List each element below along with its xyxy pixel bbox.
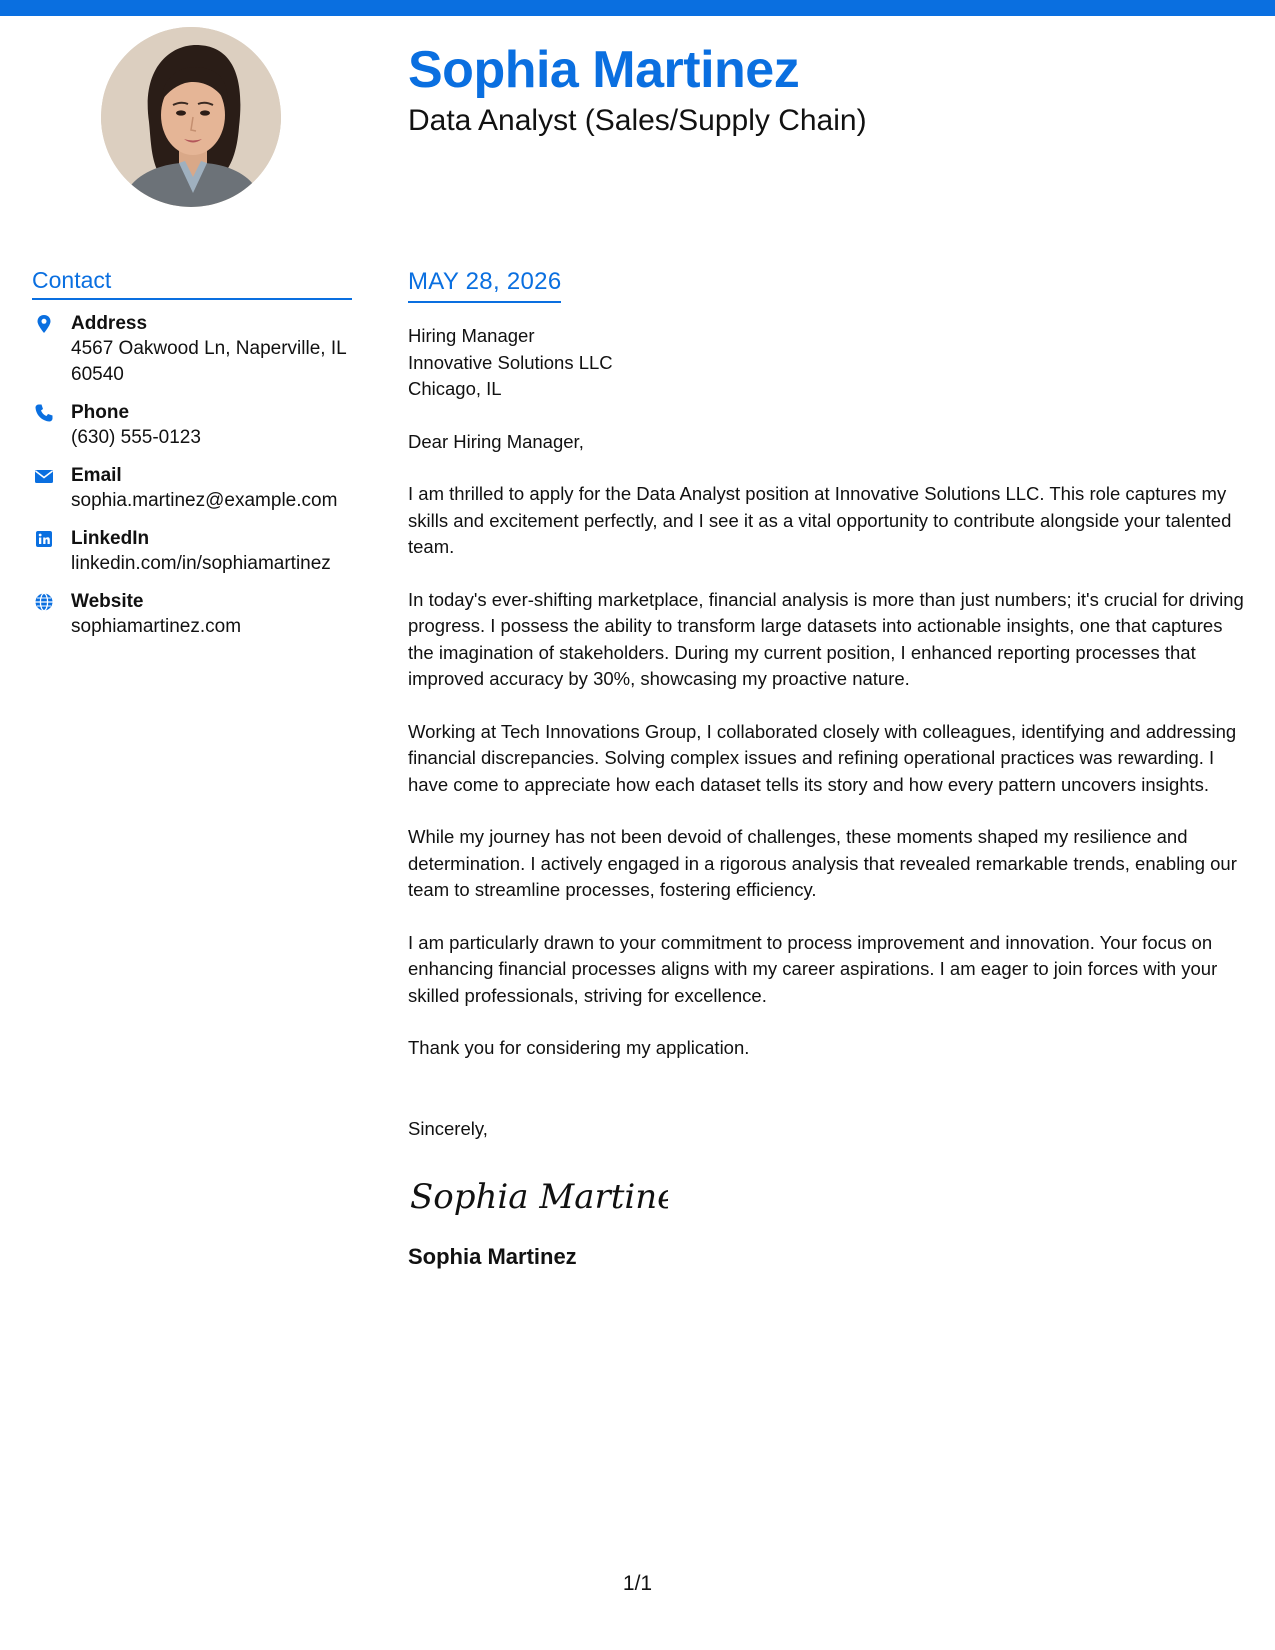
globe-icon: [34, 592, 54, 612]
page-number: 1/1: [622, 1572, 653, 1595]
contact-value: (630) 555-0123: [71, 427, 201, 448]
contact-label: Phone: [71, 402, 130, 423]
salutation: Dear Hiring Manager,: [408, 430, 584, 452]
contact-sidebar: [32, 267, 352, 653]
letter-paragraph: Working at Tech Innovations Group, I collaborated closely with colleagues, identifying and addressing financial discrepancies. Solving complex issues and refining operational practices was rewarding. I have come to appreciate how each dataset tells its story and how every pattern uncovers insights.: [408, 720, 1237, 795]
letter-paragraph: Thank you for considering my application.: [408, 1037, 750, 1058]
contact-label: Website: [71, 591, 144, 612]
profile-photo: [101, 27, 281, 207]
linkedin-icon: [34, 529, 54, 549]
signature-text: Sophia Martinez: [410, 1177, 668, 1217]
contact-value: 4567 Oakwood Ln, Naperville, IL 60540: [71, 338, 346, 385]
contact-section-title: Contact: [32, 267, 352, 300]
letter-date: MAY 28, 2026: [408, 268, 561, 303]
letter-paragraph: I am thrilled to apply for the Data Analyst position at Innovative Solutions LLC. This role captures my skills and excitement perfectly, and I see it as a vital opportunity to contribute alongside your talented team.: [408, 483, 1232, 557]
contact-email: [32, 464, 352, 514]
contact-website: [32, 590, 352, 640]
signer-name: Sophia Martinez: [408, 1244, 577, 1269]
contact-address: [32, 312, 352, 388]
phone-icon: [34, 403, 54, 423]
contact-linkedin: [32, 527, 352, 577]
candidate-role: Data Analyst (Sales/Supply Chain): [408, 104, 867, 137]
contact-value: sophia.martinez@example.com: [71, 490, 338, 511]
recipient-location: Chicago, IL: [408, 378, 502, 399]
contact-value: linkedin.com/in/sophiamartinez: [71, 553, 331, 574]
letter-paragraph: I am particularly drawn to your commitment to process improvement and innovation. Your focus on enhancing financial processes aligns with my career aspirations. I am eager to join forces with your skilled professionals, striving for excellence.: [408, 931, 1218, 1006]
contact-value: sophiamartinez.com: [71, 616, 242, 637]
letter-paragraph: While my journey has not been devoid of challenges, these moments shaped my resilience and determination. I actively engaged in a rigorous analysis that revealed remarkable trends, enabling our team to streamline processes, fostering efficiency.: [408, 826, 1237, 900]
letter-paragraph: In today's ever-shifting marketplace, financial analysis is more than just numbers; it's crucial for driving progress. I possess the ability to transform large datasets into actionable insights, one that captures the imagination of stakeholders. During my current position, I enhanced reporting processes that improved accuracy by 30%, showcasing my proactive nature.: [408, 588, 1244, 689]
handwritten-signature: [408, 1172, 1253, 1222]
contact-label: LinkedIn: [71, 528, 150, 549]
top-accent-bar: [0, 0, 1275, 16]
recipient-title: Hiring Manager: [408, 325, 535, 346]
recipient-block: [408, 323, 1253, 403]
contact-phone: [32, 401, 352, 451]
closing: Sincerely,: [408, 1117, 488, 1139]
recipient-company: Innovative Solutions LLC: [408, 351, 613, 373]
candidate-name: Sophia Martinez: [408, 41, 800, 99]
contact-label: Email: [71, 465, 122, 486]
contact-label: Address: [71, 313, 148, 334]
envelope-icon: [34, 466, 54, 486]
map-pin-icon: [34, 314, 54, 334]
contact-list: [32, 312, 352, 640]
letter-body: [408, 268, 1253, 1270]
